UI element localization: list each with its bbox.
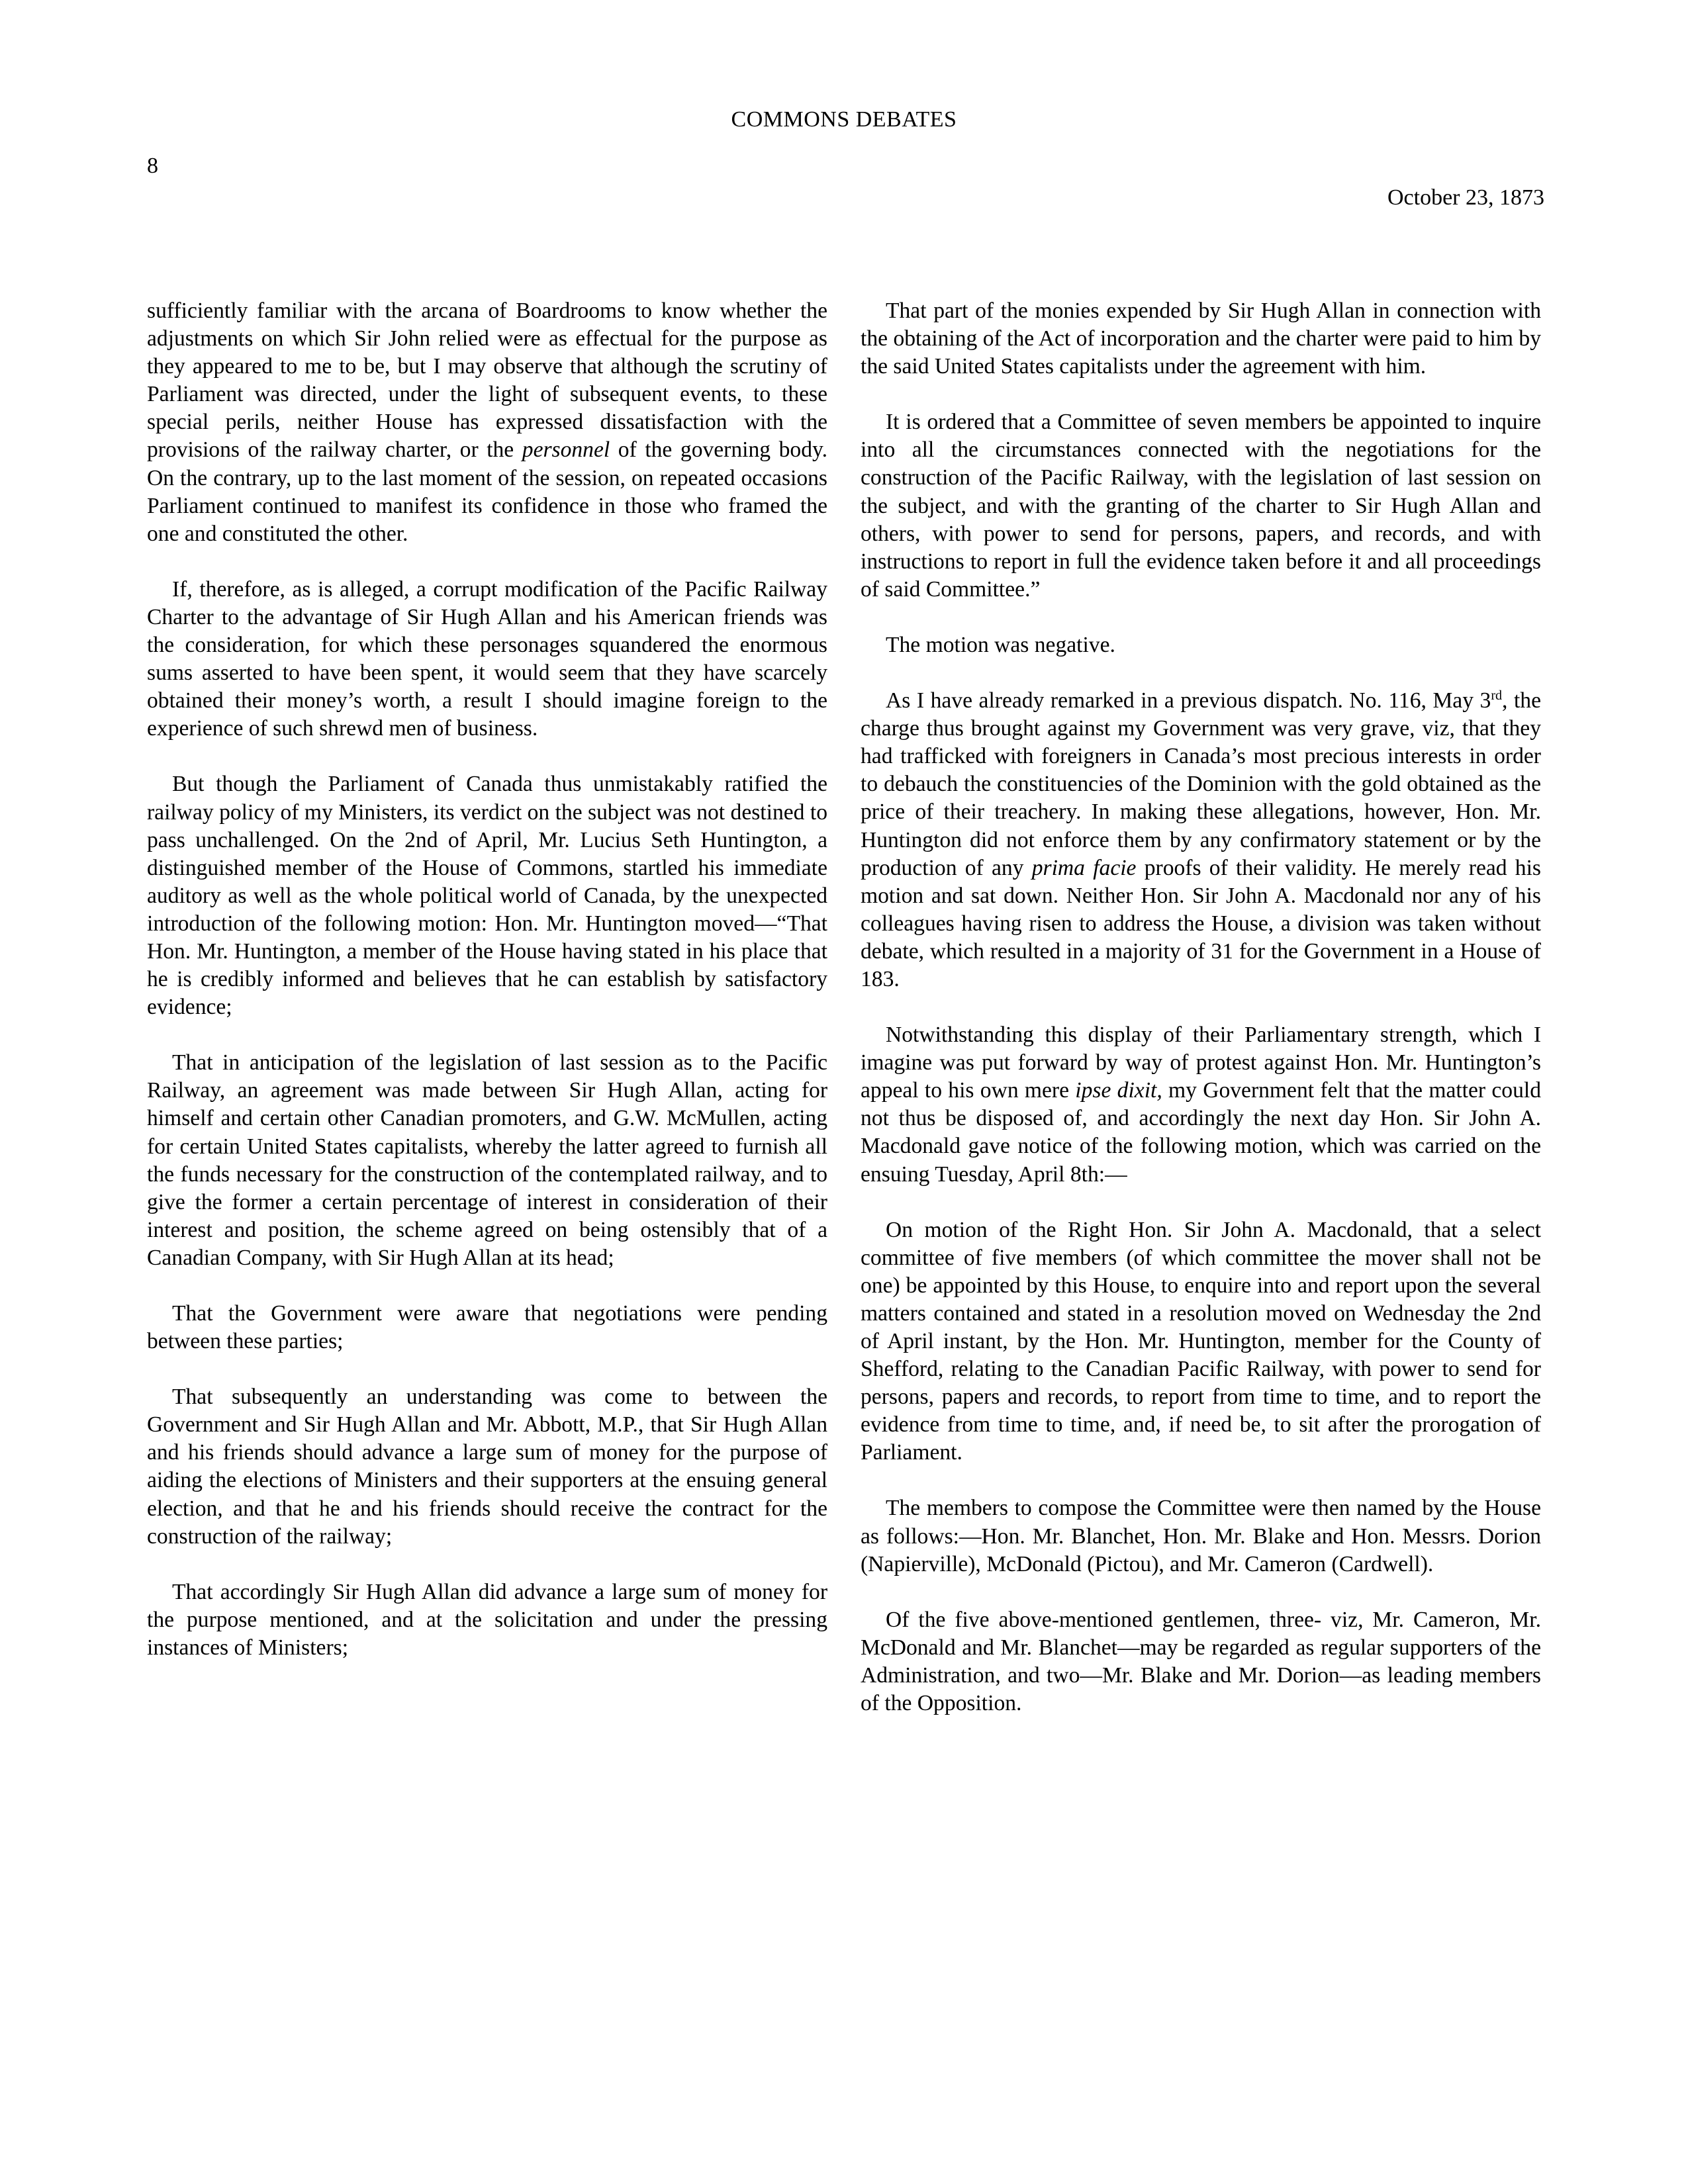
right-paragraph-7: The members to compose the Committee were then named by the House as follows:—Hon. Mr. Blanchet, Hon. Mr. Blake and Hon. Messrs. Dorion (Napierville), McDonald (Pictou), and Mr. Cameron (Cardwell). <box>861 1496 1541 1576</box>
right-p4-emphasis: prima facie <box>1031 855 1137 880</box>
right-p4-text-b: , the charge thus brought against my Government was very grave, viz, that they had trafficked with foreigners in Canada’s most precious interests in order to debauch the constituencies of the Dominion with the gold obtained as the price of their treachery. In making these allegations, however, Hon. Mr. Huntington did not enforce them by any confirmatory statement or by the production of any <box>861 688 1542 880</box>
left-paragraph-6: That subsequently an understanding was come to between the Government and Sir Hugh Allan and Mr. Abbott, M.P., that Sir Hugh Allan and his friends should advance a large sum of money for the purpose of aiding the elections of Ministers and their supporters at the ensuing general election, and that he and his friends should receive the contract for the construction of the railway; <box>147 1385 827 1549</box>
left-p1-text-b: of the governing body. On the contrary, up to the last moment of the session, on repeated occasions Parliament continued to manifest its confidence in those who framed the one and constituted the other. <box>147 437 827 546</box>
right-p4-superscript: rd <box>1491 688 1503 703</box>
page-header-title: COMMONS DEBATES <box>731 107 957 132</box>
left-paragraph-1 <box>147 297 827 548</box>
right-paragraph-8: Of the five above-mentioned gentlemen, three- viz, Mr. Cameron, Mr. McDonald and Mr. Blanchet—may be regarded as regular supporters of the Administration, and two—Mr. Blake and Mr. Dorion—as leading members of the Opposition. <box>861 1607 1541 1716</box>
right-paragraph-6: On motion of the Right Hon. Sir John A. Macdonald, that a select committee of five members (of which committee the mover shall not be one) be appointed by this House, to enquire into and report upon the several matters contained and stated in a resolution moved on Wednesday the 2nd of April instant, by the Hon. Mr. Huntington, member for the County of Shefford, relating to the Canadian Pacific Railway, with power to send for persons, papers and records, to report from time to time, and to report the evidence from time to time, and, if need be, to sit after the prorogation of Parliament. <box>861 1217 1541 1465</box>
page-date: October 23, 1873 <box>1387 185 1544 210</box>
right-paragraph-2: It is ordered that a Committee of seven members be appointed to inquire into all the circumstances connected with the negotiations for the construction of the Pacific Railway, with the legislation of last session on the subject, and with the granting of the charter to Sir Hugh Allan and others, with power to send for persons, papers, and records, and with instructions to report in full the evidence taken before it and all proceedings of said Committee.” <box>861 410 1541 602</box>
right-paragraph-5 <box>861 1021 1541 1189</box>
right-column <box>861 297 1541 1745</box>
right-p5-text-b: my Government felt that the matter could not thus be disposed of, and accordingly the next day Hon. Sir John A. Macdonald gave notice of the following motion, which was carried on the ensuing Tuesday, April 8th:— <box>861 1078 1541 1187</box>
right-p5-text-a: Notwithstanding this display of their Parliamentary strength, which I imagine was put forward by way of protest against Hon. Mr. Huntington’s appeal to his own mere <box>861 1023 1541 1103</box>
right-paragraph-3: The motion was negative. <box>886 632 1115 657</box>
left-paragraph-2: If, therefore, as is alleged, a corrupt modification of the Pacific Railway Charter to the advantage of Sir Hugh Allan and his American friends was the consideration, for which these personages squandered the enormous sums asserted to have been spent, it would seem that they have scarcely obtained their money’s worth, a result I should imagine foreign to the experience of such shrewd men of business. <box>147 576 827 741</box>
right-paragraph-1: That part of the monies expended by Sir Hugh Allan in connection with the obtaining of the Act of incorporation and the charter were paid to him by the said United States capitalists under the agreement with him. <box>861 298 1541 379</box>
left-p1-text-a: sufficiently familiar with the arcana of Boardrooms to know whether the adjustments on which Sir John relied were as effectual for the purpose as they appeared to me to be, but I may observe that although the scrutiny of Parliament was directed, under the light of subsequent events, to these special perils, neither House has expressed dissatisfaction with the provisions of the railway charter, or the <box>147 298 827 463</box>
left-column <box>147 297 827 1690</box>
right-p4-text-a: As I have already remarked in a previous dispatch. No. 116, May 3 <box>886 688 1491 713</box>
page-number: 8 <box>147 154 158 178</box>
right-paragraph-4 <box>861 687 1541 993</box>
left-paragraph-5: That the Government were aware that negotiations were pending between these parties; <box>147 1301 827 1354</box>
right-p5-emphasis: ipse dixit, <box>1075 1078 1162 1103</box>
right-p4-text-c: proofs of their validity. He merely read his motion and sat down. Neither Hon. Sir John A. Macdonald nor any of his colleagues having risen to address the House, a division was taken without debate, which resulted in a majority of 31 for the Government in a House of 183. <box>861 855 1541 991</box>
left-p1-emphasis: personnel <box>522 437 610 463</box>
left-paragraph-3: But though the Parliament of Canada thus unmistakably ratified the railway policy of my Ministers, its verdict on the subject was not destined to pass unchallenged. On the 2nd of April, Mr. Lucius Seth Huntington, a distinguished member of the House of Commons, startled his immediate auditory as well as the whole political world of Canada, by the unexpected introduction of the following motion: Hon. Mr. Huntington moved—“That Hon. Mr. Huntington, a member of the House having stated in his place that he is credibly informed and believes that he can establish by satisfactory evidence; <box>147 772 827 1020</box>
left-paragraph-4: That in anticipation of the legislation of last session as to the Pacific Railway, an agreement was made between Sir Hugh Allan, acting for himself and certain other Canadian promoters, and G.W. McMullen, acting for certain United States capitalists, whereby the latter agreed to furnish all the funds necessary for the construction of the contemplated railway, and to give the former a certain percentage of interest in consideration of their interest and position, the scheme agreed on being ostensibly that of a Canadian Company, with Sir Hugh Allan at its head; <box>147 1050 827 1270</box>
left-paragraph-7: That accordingly Sir Hugh Allan did advance a large sum of money for the purpose mentioned, and at the solicitation and under the pressing instances of Ministers; <box>147 1579 827 1660</box>
